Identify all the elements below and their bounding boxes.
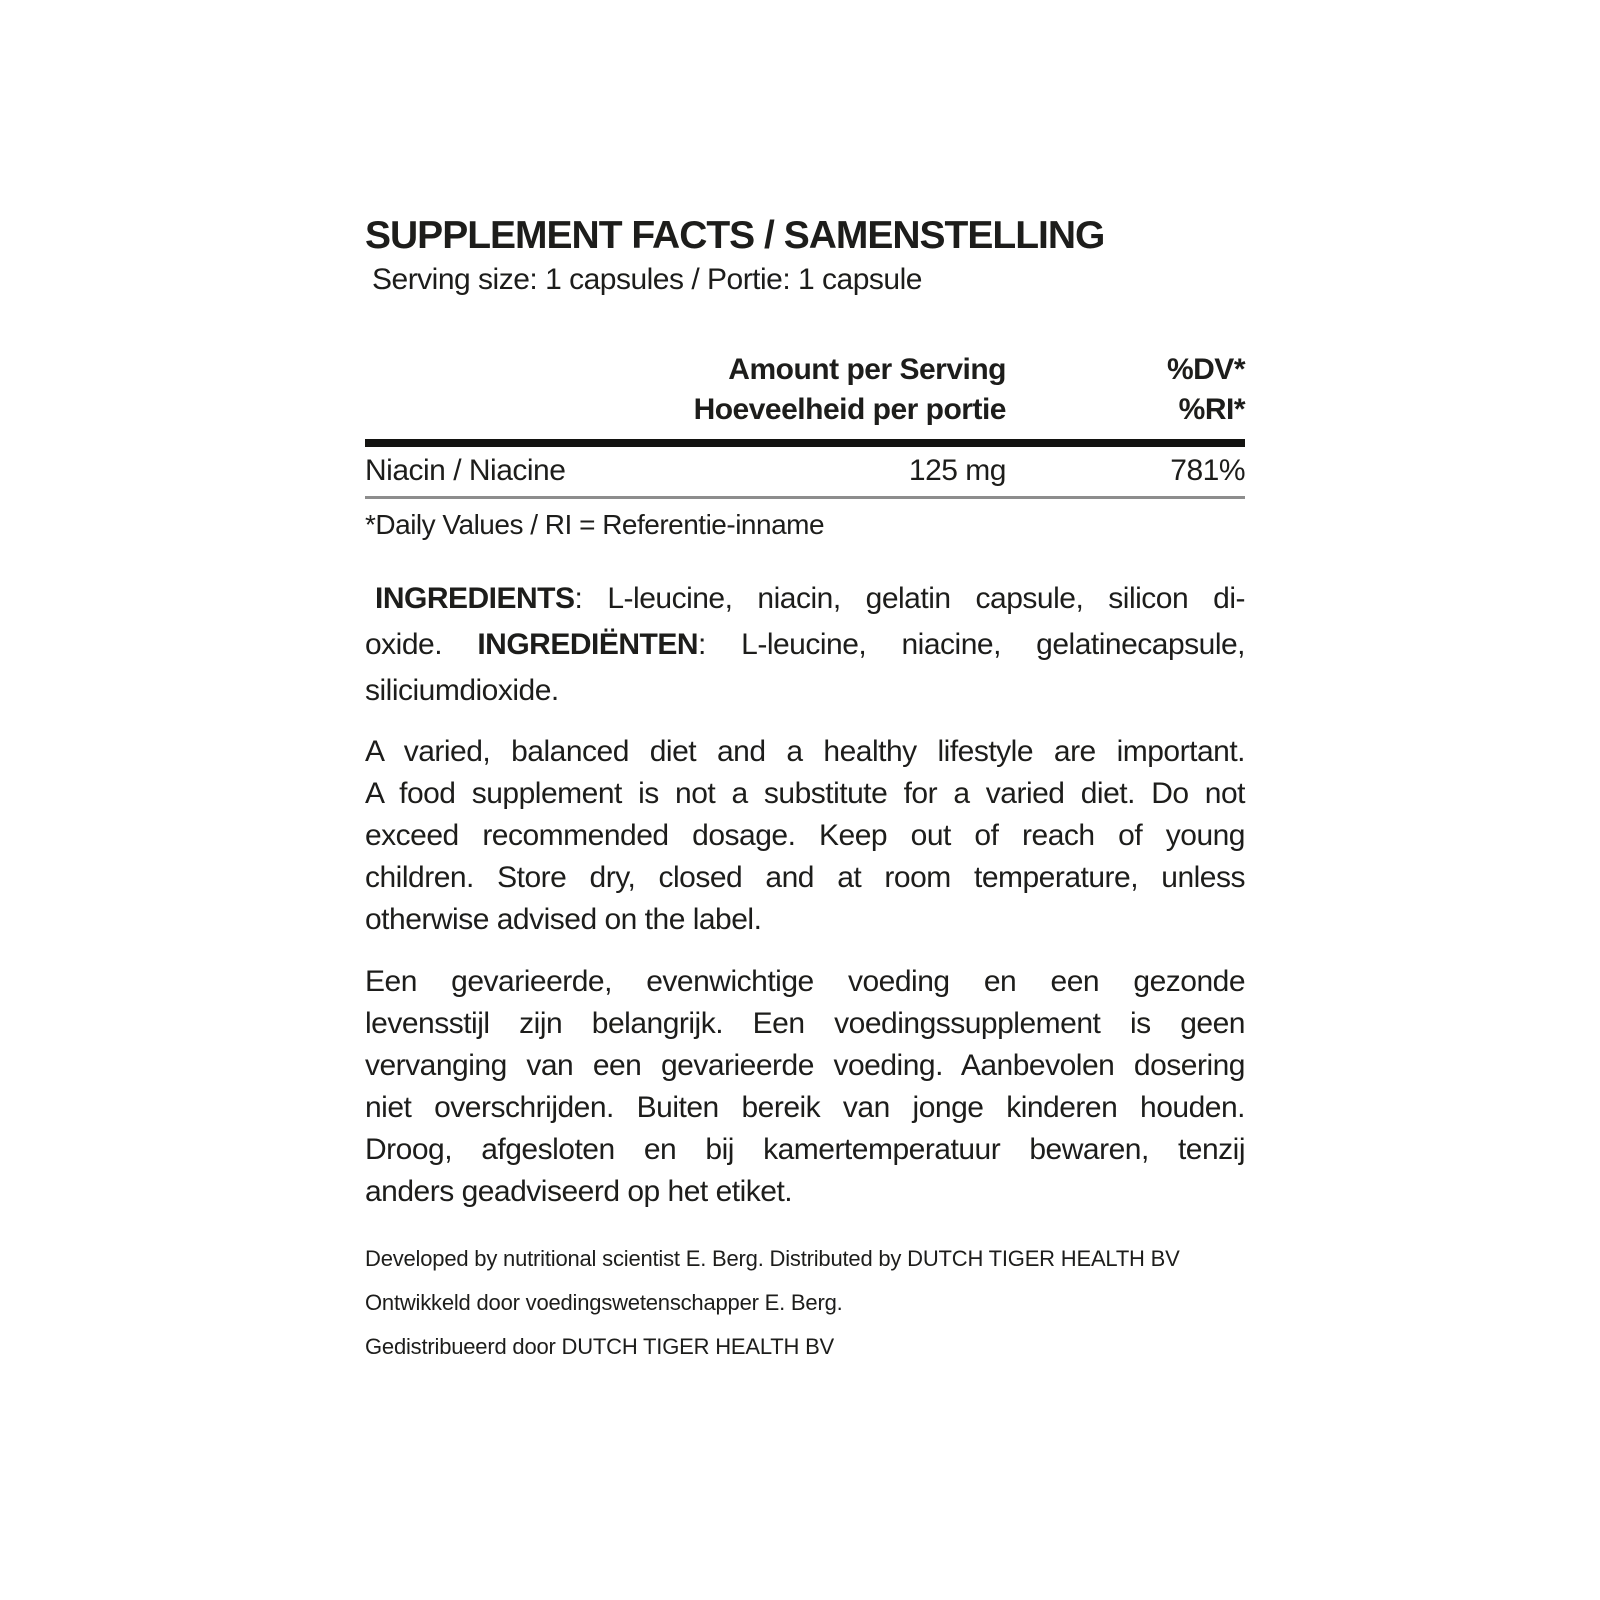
- nutrient-amount: 125 mg: [908, 454, 1006, 487]
- advisory-paragraph-en: [365, 731, 1245, 941]
- advisory-en-line: children. Store dry, closed and at room temperature, unless: [365, 861, 1245, 894]
- table-rule-thin: [365, 496, 1245, 499]
- advisory-nl-line: levensstijl zijn belangrijk. Een voedingssupplement is geen: [365, 1007, 1245, 1040]
- nutrient-dv: 781%: [1170, 454, 1245, 487]
- distribution-info: [365, 1237, 1245, 1369]
- page-title: SUPPLEMENT FACTS / SAMENSTELLING: [365, 214, 1105, 257]
- advisory-paragraph-nl: [365, 961, 1245, 1213]
- ingredients-paragraph: [365, 576, 1245, 714]
- table-header-row-en: [365, 350, 1245, 390]
- label-content: [365, 0, 1245, 1600]
- col-header-amount-en: Amount per Serving: [728, 353, 1006, 386]
- advisory-en-line: A varied, balanced diet and a healthy lifestyle are important.: [365, 735, 1245, 768]
- table-header-row-nl: [365, 390, 1245, 430]
- col-header-amount-nl: Hoeveelheid per portie: [693, 393, 1006, 426]
- advisory-en-line: otherwise advised on the label.: [365, 903, 762, 936]
- advisory-nl-line: vervanging van een gevarieerde voeding. Aanbevolen dosering: [365, 1049, 1245, 1082]
- advisory-nl-line: Droog, afgesloten en bij kamertemperatuur bewaren, tenzij: [365, 1133, 1245, 1166]
- advisory-nl-line: anders geadviseerd op het etiket.: [365, 1175, 793, 1208]
- col-header-dv-nl: %RI*: [1178, 393, 1245, 426]
- advisory-en-line: exceed recommended dosage. Keep out of reach of young: [365, 819, 1245, 852]
- ingredients-line: siliciumdioxide.: [365, 674, 559, 707]
- daily-values-footnote: *Daily Values / RI = Referentie-inname: [365, 509, 825, 540]
- advisory-nl-line: niet overschrijden. Buiten bereik van jonge kinderen houden.: [365, 1091, 1245, 1124]
- advisory-nl-line: Een gevarieerde, evenwichtige voeding en een gezonde: [365, 965, 1245, 998]
- distribution-line: Ontwikkeld door voedingswetenschapper E. Berg.: [365, 1290, 843, 1315]
- distribution-line: Gedistribueerd door DUTCH TIGER HEALTH BV: [365, 1334, 835, 1359]
- nutrient-name: Niacin / Niacine: [365, 454, 566, 487]
- ingredients-line: oxide. INGREDIËNTEN: L-leucine, niacine, gelatinecapsule,: [365, 628, 1246, 661]
- table-rule-thick: [365, 439, 1245, 447]
- col-header-dv-en: %DV*: [1166, 353, 1245, 386]
- ingredients-line: INGREDIENTS: L-leucine, niacin, gelatin capsule, silicon di-: [375, 582, 1245, 615]
- table-row-niacin: [365, 451, 1245, 491]
- serving-size-line: Serving size: 1 capsules / Portie: 1 capsule: [372, 263, 922, 296]
- distribution-line: Developed by nutritional scientist E. Berg. Distributed by DUTCH TIGER HEALTH BV: [365, 1246, 1180, 1271]
- advisory-en-line: A food supplement is not a substitute for a varied diet. Do not: [365, 777, 1245, 810]
